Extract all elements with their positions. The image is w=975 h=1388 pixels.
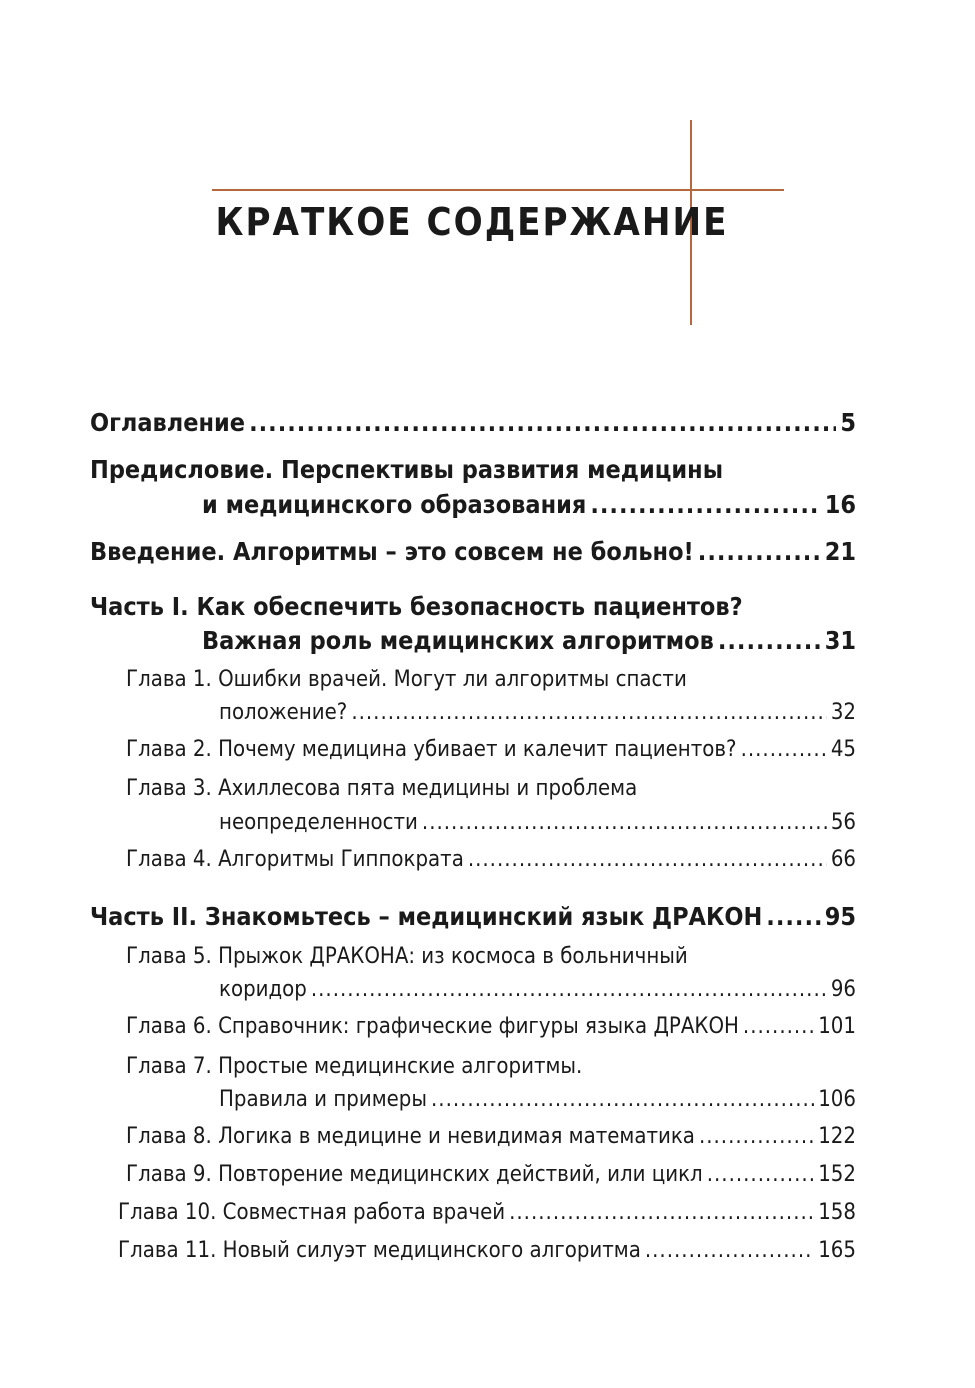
toc-entry-page: 31 — [824, 626, 856, 655]
toc-entry-page: 106 — [818, 1087, 856, 1112]
decorative-horizontal-rule — [212, 189, 784, 191]
toc-entry-label: Глава 4. Алгоритмы Гиппократа — [126, 847, 464, 872]
toc-entry-label: Глава 9. Повторение медицинских действий, или цикл — [126, 1162, 703, 1187]
toc-entry-label: неопределенности — [219, 810, 418, 835]
toc-entry-chapter-3[interactable] — [219, 810, 856, 835]
toc-entry-title-line: Глава 5. Прыжок ДРАКОНА: из космоса в больничный — [126, 944, 688, 969]
leader-dots — [311, 977, 827, 1002]
leader-dots — [707, 1162, 815, 1187]
leader-dots — [718, 626, 821, 655]
toc-entry-page: 96 — [830, 977, 856, 1002]
leader-dots — [509, 1200, 814, 1225]
leader-dots — [645, 1238, 814, 1263]
toc-entry-label: Глава 2. Почему медицина убивает и калечит пациентов? — [126, 737, 737, 762]
toc-entry-label: Правила и примеры — [219, 1087, 428, 1112]
toc-entry-chapter-11[interactable] — [118, 1238, 856, 1263]
leader-dots — [351, 700, 826, 725]
toc-entry-contents[interactable] — [90, 408, 856, 437]
toc-entry-page: 56 — [830, 810, 856, 835]
leader-dots — [741, 737, 827, 762]
leader-dots — [766, 902, 820, 931]
toc-entry-title-line: Часть I. Как обеспечить безопасность пациентов? — [90, 592, 743, 621]
toc-entry-preface[interactable] — [202, 490, 856, 519]
toc-entry-title-line: Глава 3. Ахиллесова пята медицины и проблема — [126, 776, 638, 801]
toc-entry-page: 95 — [824, 902, 856, 931]
toc-entry-page: 32 — [830, 700, 856, 725]
toc-entry-title-line: Глава 1. Ошибки врачей. Могут ли алгоритмы спасти — [126, 667, 687, 692]
toc-entry-page: 5 — [840, 408, 856, 437]
toc-entry-part-1[interactable] — [202, 626, 856, 655]
toc-entry-chapter-5[interactable] — [219, 977, 856, 1002]
toc-entry-page: 16 — [824, 490, 856, 519]
toc-entry-label: Часть II. Знакомьтесь – медицинский язык ДРАКОН — [90, 902, 763, 931]
toc-entry-label: Оглавление — [90, 408, 246, 437]
toc-entry-label: Глава 11. Новый силуэт медицинского алгоритма — [118, 1238, 641, 1263]
toc-entry-label: коридор — [219, 977, 307, 1002]
toc-entry-chapter-4[interactable] — [126, 847, 856, 872]
leader-dots — [699, 1124, 814, 1149]
toc-entry-chapter-7[interactable] — [219, 1087, 856, 1112]
toc-entry-label: положение? — [219, 700, 348, 725]
toc-entry-page: 66 — [830, 847, 856, 872]
toc-entry-introduction[interactable] — [90, 537, 856, 566]
leader-dots — [590, 490, 820, 519]
toc-entry-chapter-6[interactable] — [126, 1014, 856, 1039]
leader-dots — [468, 847, 827, 872]
toc-entry-chapter-10[interactable] — [118, 1200, 856, 1225]
toc-entry-page: 122 — [818, 1124, 856, 1149]
toc-entry-chapter-8[interactable] — [126, 1124, 856, 1149]
leader-dots — [698, 537, 821, 566]
leader-dots — [743, 1014, 814, 1039]
toc-entry-page: 158 — [818, 1200, 856, 1225]
toc-entry-label: Глава 10. Совместная работа врачей — [118, 1200, 506, 1225]
toc-entry-label: Важная роль медицинских алгоритмов — [202, 626, 714, 655]
page-title: КРАТКОЕ СОДЕРЖАНИЕ — [215, 200, 729, 244]
toc-entry-part-2[interactable] — [90, 902, 856, 931]
toc-entry-chapter-1[interactable] — [219, 700, 856, 725]
toc-entry-page: 21 — [824, 537, 856, 566]
toc-entry-page: 152 — [818, 1162, 856, 1187]
toc-entry-page: 165 — [818, 1238, 856, 1263]
toc-entry-title-line: Предисловие. Перспективы развития медицины — [90, 455, 724, 484]
leader-dots — [249, 408, 836, 437]
toc-entry-chapter-9[interactable] — [126, 1162, 856, 1187]
toc-entry-label: Введение. Алгоритмы – это совсем не больно! — [90, 537, 694, 566]
toc-entry-label: Глава 6. Справочник: графические фигуры языка ДРАКОН — [126, 1014, 739, 1039]
toc-entry-label: Глава 8. Логика в медицине и невидимая математика — [126, 1124, 695, 1149]
toc-entry-chapter-2[interactable] — [126, 737, 856, 762]
leader-dots — [431, 1087, 814, 1112]
toc-entry-title-line: Глава 7. Простые медицинские алгоритмы. — [126, 1054, 583, 1079]
toc-entry-page: 101 — [818, 1014, 856, 1039]
toc-entry-label: и медицинского образования — [202, 490, 587, 519]
leader-dots — [422, 810, 827, 835]
toc-entry-page: 45 — [830, 737, 856, 762]
